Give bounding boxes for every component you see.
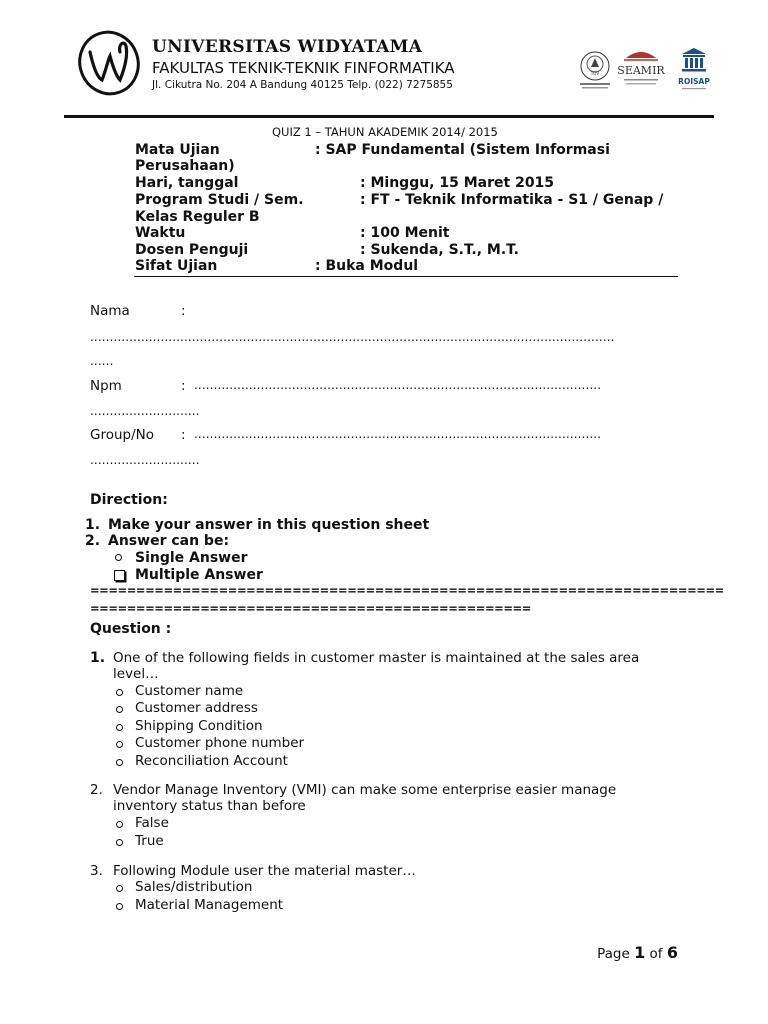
university-logo — [76, 30, 142, 96]
exam-label-date: Hari, tanggal — [135, 175, 239, 191]
exam-label-class: Kelas Reguler B — [135, 209, 260, 225]
option-bullet-icon — [116, 885, 123, 892]
group-fill-line-cont: ............................ — [90, 453, 200, 467]
npm-colon: : — [181, 378, 186, 394]
question-text: Vendor Manage Inventory (VMI) can make some enterprise easier manage — [113, 782, 617, 798]
tuv-certification-logo — [580, 52, 610, 89]
direction-item-text: Make your answer in this question sheet — [108, 517, 430, 533]
page-total: 6 — [666, 943, 678, 962]
answer-option[interactable]: Reconciliation Account — [135, 753, 288, 769]
option-bullet-icon — [116, 706, 123, 713]
exam-label-duration: Waktu — [135, 225, 186, 241]
question-heading: Question : — [90, 621, 172, 637]
direction-item-text: Answer can be: — [108, 533, 230, 549]
exam-value-lecturer: : Sukenda, S.T., M.T. — [360, 242, 519, 258]
option-bullet-icon — [116, 821, 123, 828]
answer-option[interactable]: True — [135, 833, 164, 849]
exam-label-nature: Sifat Ujian — [135, 258, 218, 274]
of-word: of — [649, 946, 663, 962]
option-bullet-icon — [116, 741, 123, 748]
seamir-logo — [617, 52, 665, 85]
multiple-answer-checkbox-icon — [114, 570, 125, 581]
exam-label-lecturer: Dosen Penguji — [135, 242, 249, 258]
exam-label-program: Program Studi / Sem. — [135, 192, 304, 208]
question-number: 3. — [90, 863, 103, 879]
option-bullet-icon — [116, 839, 123, 846]
exam-label-subject: Mata Ujian — [135, 142, 220, 158]
separator-line: ================================================ — [90, 601, 531, 615]
single-answer-bullet-icon — [115, 554, 122, 561]
exam-value-duration: : 100 Menit — [360, 225, 450, 241]
direction-heading: Direction: — [90, 492, 168, 508]
university-name: UNIVERSITAS WIDYATAMA — [152, 37, 423, 57]
question-text-cont: level… — [113, 666, 159, 682]
answer-option[interactable]: Shipping Condition — [135, 718, 263, 734]
answer-option[interactable]: Customer phone number — [135, 735, 305, 751]
direction-item-num: 1. — [85, 517, 101, 533]
exam-value-nature: : Buka Modul — [315, 258, 419, 274]
group-colon: : — [181, 427, 186, 443]
exam-info-divider — [134, 276, 678, 277]
cert3-text: ROISAP — [678, 77, 710, 86]
exam-label-subject-cont: Perusahaan) — [135, 158, 235, 174]
certification-logos — [578, 44, 712, 94]
exam-value-subject: : SAP Fundamental (Sistem Informasi — [315, 142, 610, 158]
answer-option[interactable]: Material Management — [135, 897, 284, 913]
option-bullet-icon — [116, 724, 123, 731]
header-divider — [64, 115, 714, 118]
group-label: Group/No — [90, 427, 155, 443]
option-bullet-icon — [116, 759, 123, 766]
question-number: 2. — [90, 782, 103, 798]
nama-fill-line[interactable]: ...................................................................................................................................... — [90, 330, 615, 344]
roisap-logo — [678, 48, 710, 89]
question-text: Following Module user the material master… — [113, 863, 416, 879]
question-number: 1. — [90, 650, 106, 666]
npm-fill-line-cont: ............................ — [90, 404, 200, 418]
exam-value-date: : Minggu, 15 Maret 2015 — [360, 175, 555, 191]
answer-type-multiple: Multiple Answer — [135, 567, 263, 583]
exam-title: QUIZ 1 – TAHUN AKADEMIK 2014/ 2015 — [272, 125, 498, 139]
question-text: One of the following fields in customer master is maintained at the sales area — [113, 650, 640, 666]
cert1-text: TÜV — [590, 71, 600, 76]
separator-line: ===================================================================== — [90, 583, 724, 597]
page-word: Page — [597, 946, 630, 962]
nama-fill-line-cont: ...... — [90, 354, 114, 368]
group-fill-line[interactable]: ........................................................................................................ — [194, 427, 602, 441]
exam-value-program: : FT - Teknik Informatika - S1 / Genap / — [360, 192, 664, 208]
faculty-name: FAKULTAS TEKNIK-TEKNIK FINFORMATIKA — [152, 59, 455, 77]
direction-item-num: 2. — [85, 533, 101, 549]
answer-option[interactable]: Customer address — [135, 700, 258, 716]
cert2-text: SEAMIR — [617, 64, 665, 77]
npm-label: Npm — [90, 378, 122, 394]
university-address: Jl. Cikutra No. 204 A Bandung 40125 Telp. (022) 7275855 — [152, 79, 453, 91]
option-bullet-icon — [116, 689, 123, 696]
nama-colon: : — [181, 303, 186, 319]
answer-option[interactable]: Customer name — [135, 683, 244, 699]
answer-option[interactable]: False — [135, 815, 169, 831]
option-bullet-icon — [116, 903, 123, 910]
npm-fill-line[interactable]: ........................................................................................................ — [194, 378, 602, 392]
answer-option[interactable]: Sales/distribution — [135, 879, 253, 895]
question-text-cont: inventory status than before — [113, 798, 306, 814]
answer-type-single: Single Answer — [135, 550, 248, 566]
page-number: 1 — [634, 943, 646, 962]
nama-label: Nama — [90, 303, 130, 319]
page-footer — [597, 943, 678, 962]
